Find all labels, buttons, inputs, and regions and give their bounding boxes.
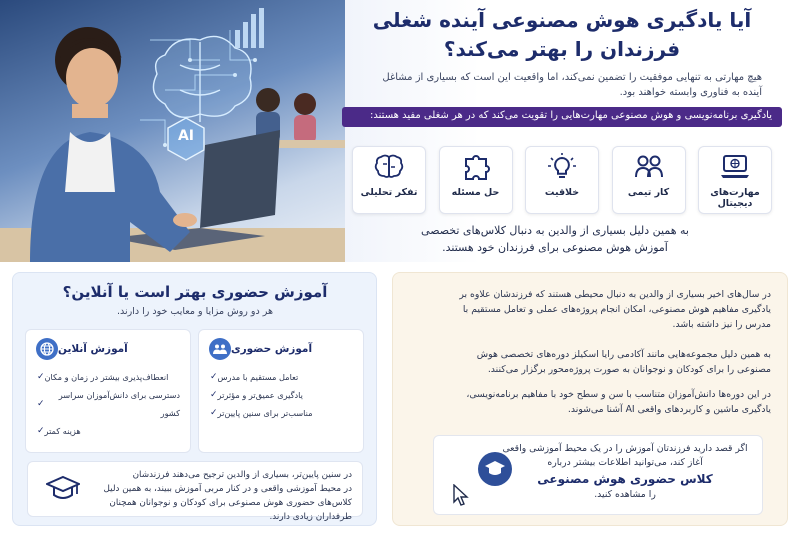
hero-footer-line2: آموزش هوش مصنوعی برای فرزندان خود هستند. [442,241,668,254]
graduation-cap-icon [478,452,512,486]
hero-text-block [342,6,782,127]
cta-text: اگر قصد دارید فرزندتان آموزش را در یک محیط آموزشی واقعی آغاز کند، می‌توانید اطلاعات بیشتر درباره کلاس حضوری هوش مصنوعی را مشاهده کنید. [500,442,750,502]
brain-icon [374,153,404,181]
skills-row [352,146,772,214]
check-icon: ✓ [210,390,218,400]
list-item: ✓ دسترسی برای دانش‌آموزان سراسر کشور [37,390,180,418]
hero-title-line1: آیا یادگیری هوش مصنوعی آینده شغلی [372,8,752,32]
skill-label: خلاقیت [544,187,580,198]
comparison-note [27,461,363,522]
hero-description: هیچ مهارتی به تنهایی موفقیت را تضمین نمی‌کند، اما واقعیت این است که بسیاری از مشاغل آینده به فناوری وابسته خواهند بود. [382,72,762,98]
hero-photo [0,0,345,262]
check-icon: ✓ [210,372,218,382]
hero-footer-line1: به همین دلیل بسیاری از والدین به دنبال کلاس‌های تخصصی [421,224,689,237]
skill-card-problem-solving [439,146,513,214]
academy-paragraph-1: در سال‌های اخیر بسیاری از والدین به دنبال محیطی هستند که فرزندشان علاوه بر یادگیری مفاهیم هوش مصنوعی، امکان انجام پروژه‌های عملی و تعامل مستقیم با مدرس را نیز داشته باشد. [459,289,771,330]
comparison-subtitle: هر دو روش مزایا و معایب خود را دارند. [117,306,273,317]
online-card [25,329,191,453]
check-icon: ✓ [37,426,45,436]
cta-link[interactable]: کلاس حضوری هوش مصنوعی [537,472,713,486]
skill-label: حل مسئله [451,187,500,198]
comparison-card [12,272,377,526]
puzzle-icon [461,153,491,181]
cta-box[interactable] [433,435,763,515]
online-list [26,364,190,440]
skill-card-analytical [352,146,426,214]
list-item: ✓ مناسب‌تر برای سنین پایین‌تر [205,404,353,422]
check-icon: ✓ [210,408,218,418]
skill-card-digital [698,146,772,214]
in-person-list [199,364,363,422]
academy-card [392,272,788,526]
skills-banner: یادگیری برنامه‌نویسی و هوش مصنوعی مهارت‌هایی را تقویت می‌کند که در هر شغلی مفید هستند: [342,107,782,127]
list-item: ✓ تعامل مستقیم با مدرس [205,368,353,386]
academy-paragraph-2: به همین دلیل مجموعه‌هایی مانند آکادمی رایا اسکیلز دوره‌های تخصصی هوش مصنوعی را برای کودکان و نوجوانان به صورت پروژه‌محور برگزار می‌کنند. [476,349,771,375]
list-item: ✓ یادگیری عمیق‌تر و مؤثرتر [205,386,353,404]
team-icon [634,153,664,181]
in-person-card [198,329,364,453]
cursor-icon [452,484,470,506]
list-item: ✓ هزینه کمتر [32,422,180,440]
skill-label: مهارت‌های دیجیتال [710,187,760,209]
hero-footer-text [390,222,720,256]
graduation-cap-icon [46,474,80,504]
skill-card-creativity [525,146,599,214]
academy-paragraph-3: در این دوره‌ها دانش‌آموزان متناسب با سن و سطح خود با مفاهیم برنامه‌نویسی، یادگیری ماشین و کاربردهای واقعی AI آشنا می‌شوند. [466,389,771,415]
hero-title-line2: فرزندان را بهتر می‌کند؟ [443,37,681,61]
hero-section [0,0,800,262]
check-icon: ✓ [37,399,45,409]
skill-label: تفکر تحلیلی [360,187,418,198]
online-title: آموزش آنلاین [58,343,128,355]
list-item: ✓ انعطاف‌پذیری بیشتر در زمان و مکان [32,368,180,386]
check-icon: ✓ [37,372,45,382]
skill-label: کار تیمی [627,187,670,198]
laptop-icon [720,153,750,181]
in-person-title: آموزش حضوری [231,343,313,355]
group-icon [209,338,231,360]
globe-icon [36,338,58,360]
lightbulb-icon [547,153,577,181]
ai-badge: AI [177,128,195,144]
skill-card-teamwork [612,146,686,214]
comparison-title: آموزش حضوری بهتر است یا آنلاین؟ [62,283,328,301]
hero-title [342,6,782,64]
note-text: در سنین پایین‌تر، بسیاری از والدین ترجیح می‌دهند فرزندشان در محیط آموزشی واقعی و در کنار مربی آموزش ببیند، به همین دلیل کلاس‌های حضوری هوش مصنوعی برای کودکان و نوجوانان همچنان طرفداران زیادی دارند. [103,470,352,522]
